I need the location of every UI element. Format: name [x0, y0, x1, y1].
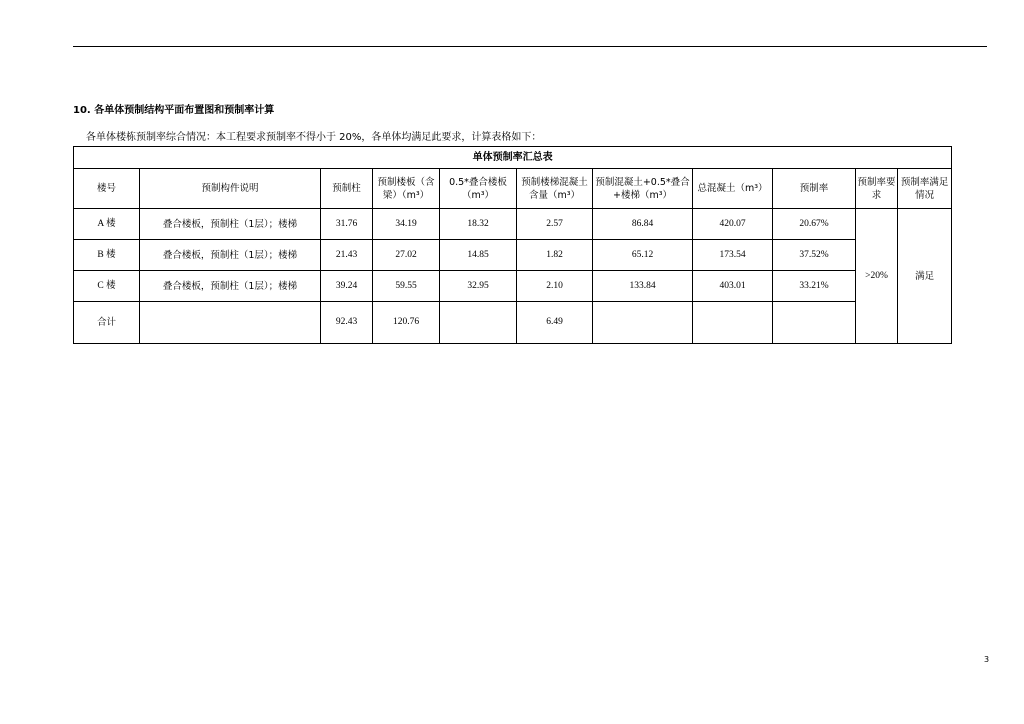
slab-cell: 59.55 [373, 271, 440, 302]
column-cell: 31.76 [321, 209, 373, 240]
header-rule [73, 46, 987, 47]
description-cell: 叠合楼板，预制柱（1层）；楼梯 [140, 240, 321, 271]
header-cell: 预制楼梯混凝土含量（m³） [517, 169, 593, 209]
building-cell: B 楼 [74, 240, 140, 271]
building-cell: A 楼 [74, 209, 140, 240]
rate-cell: 33.21% [773, 271, 856, 302]
header-cell: 预制柱 [321, 169, 373, 209]
header-cell: 预制构件说明 [140, 169, 321, 209]
header-cell: 0.5*叠合楼板（m³） [440, 169, 517, 209]
column-cell: 39.24 [321, 271, 373, 302]
section-heading: 10. 各单体预制结构平面布置图和预制率计算 [73, 105, 275, 116]
empty-cell [140, 302, 321, 344]
half-slab-cell: 14.85 [440, 240, 517, 271]
satisfied-cell: 满足 [898, 209, 952, 344]
total-slab-cell: 120.76 [373, 302, 440, 344]
stair-cell: 2.10 [517, 271, 593, 302]
header-cell: 预制率要求 [856, 169, 898, 209]
description-cell: 叠合楼板，预制柱（1层）；楼梯 [140, 271, 321, 302]
rate-cell: 20.67% [773, 209, 856, 240]
total-concrete-cell: 173.54 [693, 240, 773, 271]
requirement-cell: >20% [856, 209, 898, 344]
slab-cell: 27.02 [373, 240, 440, 271]
stair-cell: 2.57 [517, 209, 593, 240]
total-concrete-cell: 403.01 [693, 271, 773, 302]
table-title: 单体预制率汇总表 [74, 147, 952, 169]
table-row [74, 209, 952, 240]
header-cell: 总混凝土（m³） [693, 169, 773, 209]
slab-cell: 34.19 [373, 209, 440, 240]
page-number: 3 [984, 655, 990, 664]
stair-cell: 1.82 [517, 240, 593, 271]
total-label-cell: 合计 [74, 302, 140, 344]
empty-cell [440, 302, 517, 344]
table-row [74, 240, 952, 271]
empty-cell [693, 302, 773, 344]
total-stair-cell: 6.49 [517, 302, 593, 344]
rate-cell: 37.52% [773, 240, 856, 271]
header-cell: 预制楼板（含梁）（m³） [373, 169, 440, 209]
total-column-cell: 92.43 [321, 302, 373, 344]
total-concrete-cell: 420.07 [693, 209, 773, 240]
header-cell: 预制混凝土+0.5*叠合+楼梯（m³） [593, 169, 693, 209]
table-header-row [74, 169, 952, 209]
half-slab-cell: 18.32 [440, 209, 517, 240]
table-row [74, 271, 952, 302]
header-cell: 预制率满足情况 [898, 169, 952, 209]
intro-paragraph: 各单体楼栋预制率综合情况：本工程要求预制率不得小于 20%，各单体均满足此要求，计算表格如下： [86, 132, 542, 143]
building-cell: C 楼 [74, 271, 140, 302]
empty-cell [773, 302, 856, 344]
empty-cell [593, 302, 693, 344]
table-total-row [74, 302, 952, 344]
sum-cell: 133.84 [593, 271, 693, 302]
column-cell: 21.43 [321, 240, 373, 271]
header-cell: 预制率 [773, 169, 856, 209]
sum-cell: 65.12 [593, 240, 693, 271]
sum-cell: 86.84 [593, 209, 693, 240]
description-cell: 叠合楼板，预制柱（1层）；楼梯 [140, 209, 321, 240]
prefab-rate-summary-table [73, 146, 952, 344]
header-cell: 楼号 [74, 169, 140, 209]
half-slab-cell: 32.95 [440, 271, 517, 302]
